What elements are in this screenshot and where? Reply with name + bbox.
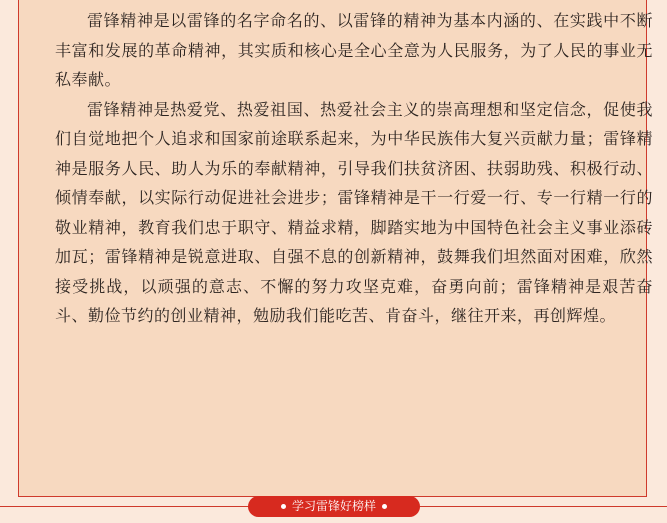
article-body (55, 6, 653, 331)
footer-badge-label: 学习雷锋好榜样 (291, 499, 376, 513)
bullet-dot-icon (281, 504, 286, 509)
paragraph-2: 雷锋精神是热爱党、热爱祖国、热爱社会主义的崇高理想和坚定信念，促使我们自觉地把个人追求和国家前途联系起来，为中华民族伟大复兴贡献力量；雷锋精神是服务人民、助人为乐的奉献精神，引导我们扶贫济困、扶弱助残、积极行动、倾情奉献，以实际行动促进社会进步；雷锋精神是干一行爱一行、专一行精一行的敬业精神，教育我们忠于职守、精益求精，脚踏实地为中国特色社会主义事业添砖加瓦；雷锋精神是锐意进取、自强不息的创新精神，鼓舞我们坦然面对困难，欣然接受挑战，以顽强的意志、不懈的努力攻坚克难，奋勇向前；雷锋精神是艰苦奋斗、勤俭节约的创业精神，勉励我们能吃苦、肯奋斗，继往开来，再创辉煌。 (55, 99, 653, 325)
bullet-dot-icon (382, 504, 387, 509)
content-panel (18, 0, 653, 497)
paragraph-1: 雷锋精神是以雷锋的名字命名的、以雷锋的精神为基本内涵的、在实践中不断丰富和发展的革命精神，其实质和核心是全心全意为人民服务，为了人民的事业无私奉献。 (55, 11, 653, 89)
footer-badge (248, 496, 420, 517)
